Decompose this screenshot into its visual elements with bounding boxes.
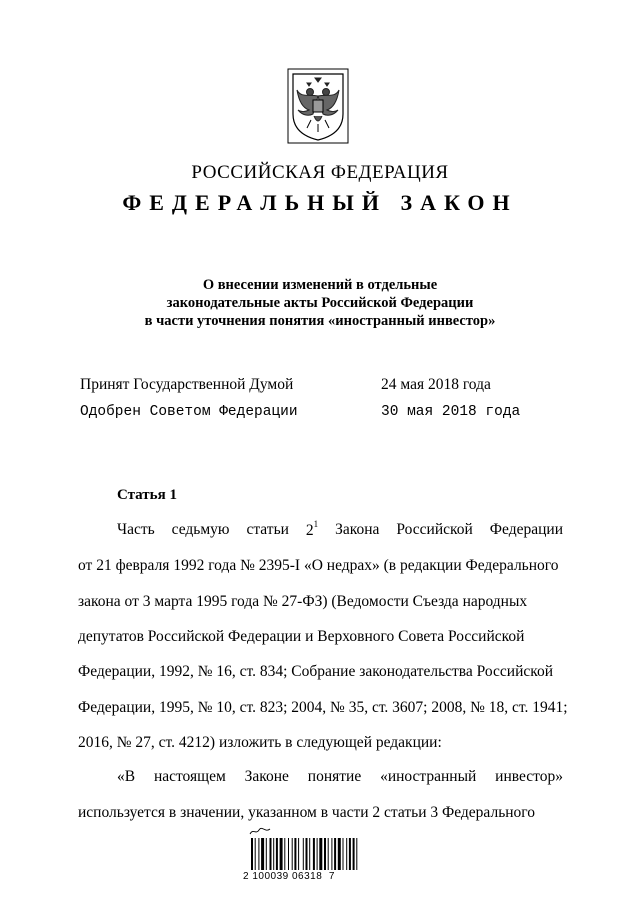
law-title-line: в части уточнения понятия «иностранный инвестор» [144,313,496,329]
body-word: от 21 февраля 1992 года № 2395-I «О недрах» (в редакции Федерального [78,557,559,574]
law-title-line: законодательные акты Российской Федерации [166,295,474,311]
coat-of-arms-emblem [287,68,349,144]
country-name: РОССИЙСКАЯ ФЕДЕРАЦИЯ [191,162,449,183]
adopted-date: 24 мая 2018 года [381,376,491,393]
body-word: инвестор» [495,768,563,785]
signature-mark [249,826,271,836]
body-word: Российской [396,521,473,538]
article-number-superscript: 1 [313,519,319,529]
body-word: понятие [307,768,362,785]
body-text-line [78,663,563,681]
body-text-line [78,557,563,575]
body-word: депутатов Российской Федерации и Верховного Совета Российской [78,628,525,645]
approved-date: 30 мая 2018 года [381,404,521,420]
document-type: ФЕДЕРАЛЬНЫЙ ЗАКОН [122,190,518,215]
article-heading: Статья 1 [117,487,177,503]
body-text-line [78,734,563,752]
body-word: 2016, № 27, ст. 4212) изложить в следующей редакции: [78,734,442,751]
body-text-line [78,804,563,822]
law-title-line: О внесении изменений в отдельные [202,277,438,293]
adopted-label: Принят Государственной Думой [80,376,294,393]
body-word: Часть [117,521,155,538]
body-text-line [117,768,563,786]
body-word: 2 [305,522,314,540]
body-word: Федерации [489,521,563,538]
body-word: закона от 3 марта 1995 года № 27-ФЗ) (Ведомости Съезда народных [78,593,528,610]
body-word: Федерации, 1992, № 16, ст. 834; Собрание законодательства Российской [78,663,554,680]
body-word: «В [117,768,136,785]
body-word: Закона [335,521,380,538]
body-text-line [78,628,563,646]
body-word: настоящем [153,768,226,785]
body-text-line [78,593,563,611]
body-word: используется в значении, указанном в части 2 статьи 3 Федерального [78,804,536,821]
body-text-line [117,521,563,540]
body-word: «иностранный [380,768,477,785]
body-text-line [78,699,568,717]
body-word: статьи [246,521,289,538]
body-word: Федерации, 1995, № 10, ст. 823; 2004, № 35, ст. 3607; 2008, № 18, ст. 1941; [78,699,568,716]
barcode-number: 2 100039 06318 7 [243,871,335,882]
barcode [251,838,373,870]
body-word: седьмую [171,521,230,538]
article-number [306,521,318,540]
approved-label: Одобрен Советом Федерации [80,404,298,420]
body-word: Законе [244,768,289,785]
